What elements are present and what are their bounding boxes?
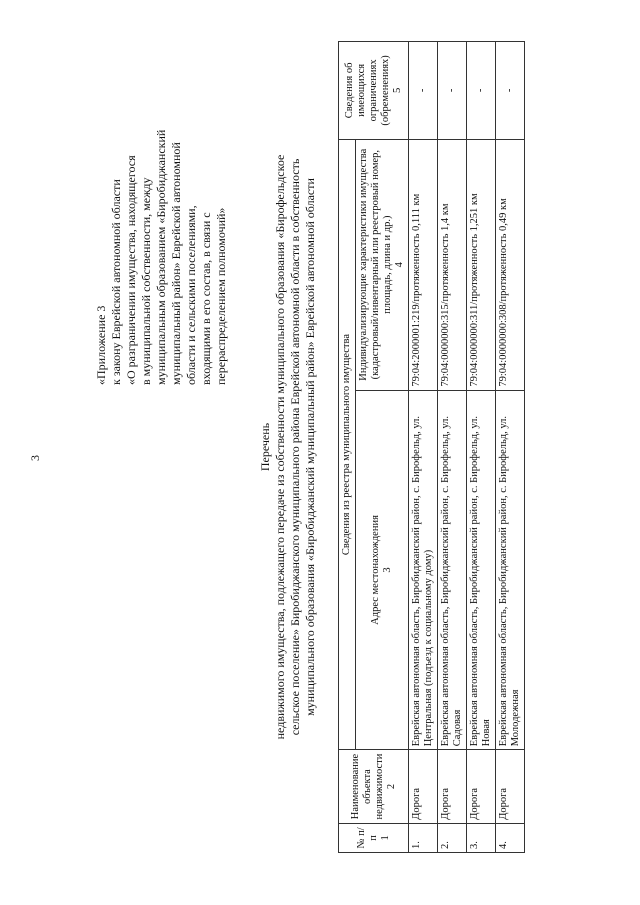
header-encumbrances-label: Сведения об имеющихся ограничениях (обременениях) <box>343 55 391 126</box>
appendix-block <box>94 55 229 385</box>
cell-name: Дорога <box>409 750 438 824</box>
cell-address: Еврейская автономная область, Биробиджанский район, с. Бирофельд, ул. Центральная (подъезд к социальному дому) <box>409 390 438 750</box>
appendix-line: в муниципальной собственности, между <box>139 177 153 385</box>
header-encumbrances <box>339 42 409 140</box>
header-identifying-label: Индивидуализирующие характеристики имущества (кадастровый/инвентарный или реестровый номер, площадь, длина и др.) <box>358 148 393 381</box>
cell-num: 2. <box>438 823 467 852</box>
cell-encumbrances: - <box>496 42 525 140</box>
header-address <box>356 390 409 750</box>
column-marker: 2 <box>385 783 397 790</box>
header-registry-group: Сведения из реестра муниципального имущества <box>339 139 356 750</box>
table-row <box>467 42 496 853</box>
cell-name: Дорога <box>467 750 496 824</box>
cell-encumbrances: - <box>438 42 467 140</box>
cell-num: 1. <box>409 823 438 852</box>
cell-name: Дорога <box>438 750 467 824</box>
cell-num: 3. <box>467 823 496 852</box>
table-header-row <box>339 42 356 853</box>
cell-identifying: 79:04:0000000:308/протяженность 0,49 км <box>496 139 525 390</box>
header-address-label: Адрес местонахождения <box>370 515 381 625</box>
table-row <box>496 42 525 853</box>
header-name <box>339 750 409 824</box>
appendix-line: перераспределением полномочий» <box>214 207 228 385</box>
appendix-line: входящими в его состав, в связи с <box>199 212 213 385</box>
column-marker: 1 <box>379 835 391 841</box>
cell-address: Еврейская автономная область, Биробиджанский район, с. Бирофельд, ул. Новая <box>467 390 496 750</box>
title-line: муниципального образования «Биробиджанский муниципальный район» Еврейской автономной области <box>303 178 317 716</box>
appendix-line: области и сельскими поселениями, <box>184 205 198 385</box>
appendix-line: «О разграничении имущества, находящегося <box>124 155 138 385</box>
appendix-line: муниципальный район» Еврейской автономной <box>169 142 183 385</box>
document-title <box>258 107 318 787</box>
table-row <box>438 42 467 853</box>
table-subheader-row <box>356 42 409 853</box>
header-name-label: Наименование объекта недвижимости <box>349 753 385 820</box>
cell-address: Еврейская автономная область, Биробиджанский район, с. Бирофельд, ул. Молодежная <box>496 390 525 750</box>
header-identifying <box>356 139 409 390</box>
title-line: сельское поселение» Биробиджанского муниципального района Еврейской автономной области в собственность <box>288 158 302 736</box>
title-heading: Перечень <box>258 422 272 472</box>
page-number: 3 <box>28 455 42 461</box>
header-num-label: № п/п <box>355 827 379 849</box>
appendix-line: муниципальным образованием «Биробиджанский <box>154 129 168 385</box>
appendix-line: к закону Еврейской автономной области <box>109 179 123 385</box>
cell-identifying: 79:04:0000000:315/протяженность 1,4 км <box>438 139 467 390</box>
column-marker: 4 <box>394 262 405 268</box>
property-table <box>338 41 525 853</box>
title-line: недвижимого имущества, подлежащего передаче из собственности муниципального образования «Бирофельдское <box>273 154 287 740</box>
cell-identifying: 79:04:2000001:219/протяженность 0,111 км <box>409 139 438 390</box>
cell-num: 4. <box>496 823 525 852</box>
cell-name: Дорога <box>496 750 525 824</box>
column-marker: 3 <box>382 567 393 573</box>
column-marker: 5 <box>391 87 403 94</box>
cell-address: Еврейская автономная область, Биробиджанский район, с. Бирофельд, ул. Садовая <box>438 390 467 750</box>
cell-encumbrances: - <box>409 42 438 140</box>
header-num <box>339 823 409 852</box>
table-row <box>409 42 438 853</box>
cell-encumbrances: - <box>467 42 496 140</box>
appendix-line: «Приложение 3 <box>94 305 108 385</box>
cell-identifying: 79:04:0000000:311/протяженность 1,251 км <box>467 139 496 390</box>
